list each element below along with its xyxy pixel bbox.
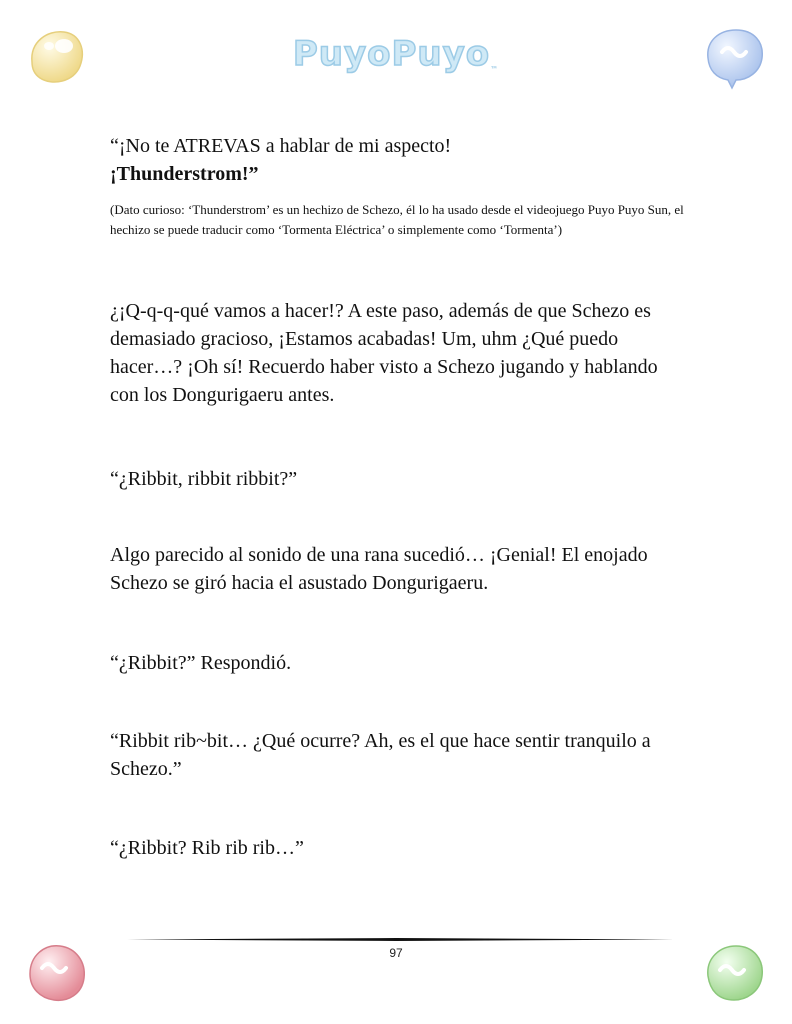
paragraph-5: “¿Ribbit?” Respondió. <box>110 652 292 674</box>
paragraph-7: “¿Ribbit? Rib rib rib…” <box>110 837 304 859</box>
paragraph-4: Algo parecido al sonido de una rana sucedió… ¡Genial! El enojado Schezo se giró hacia el asustado Dongurigaeru. <box>110 544 648 594</box>
logo-text: PuyoPuyo <box>292 34 491 74</box>
paragraph-1-line-2: ¡Thunderstrom!” <box>110 163 259 185</box>
puyopuyo-logo <box>0 34 792 74</box>
paragraph-1 <box>110 132 690 188</box>
paragraph-6: “Ribbit rib~bit… ¿Qué ocurre? Ah, es el que hace sentir tranquilo a Schezo.” <box>110 730 651 780</box>
paragraph-3: “¿Ribbit, ribbit ribbit?” <box>110 468 298 490</box>
paragraph-2: ¿¡Q-q-q-qué vamos a hacer!? A este paso, además de que Schezo es demasiado gracioso, ¡Estamos acabadas! Um, uhm ¿Qué puedo hacer…? ¡Oh sí! Recuerdo haber visto a Schezo jugando y hablando con los Dongurigaeru antes. <box>110 300 658 406</box>
footer-divider <box>118 938 674 941</box>
logo-trademark: ™ <box>490 65 500 74</box>
paragraph-1-line-1: “¡No te ATREVAS a hablar de mi aspecto! <box>110 135 452 157</box>
trivia-note: (Dato curioso: ‘Thunderstrom’ es un hechizo de Schezo, él lo ha usado desde el videojuego Puyo Puyo Sun, el hechizo se puede traducir como ‘Tormenta Eléctrica’ o simplemente como ‘Tormenta’) <box>110 202 684 237</box>
page-number: 97 <box>389 946 403 960</box>
